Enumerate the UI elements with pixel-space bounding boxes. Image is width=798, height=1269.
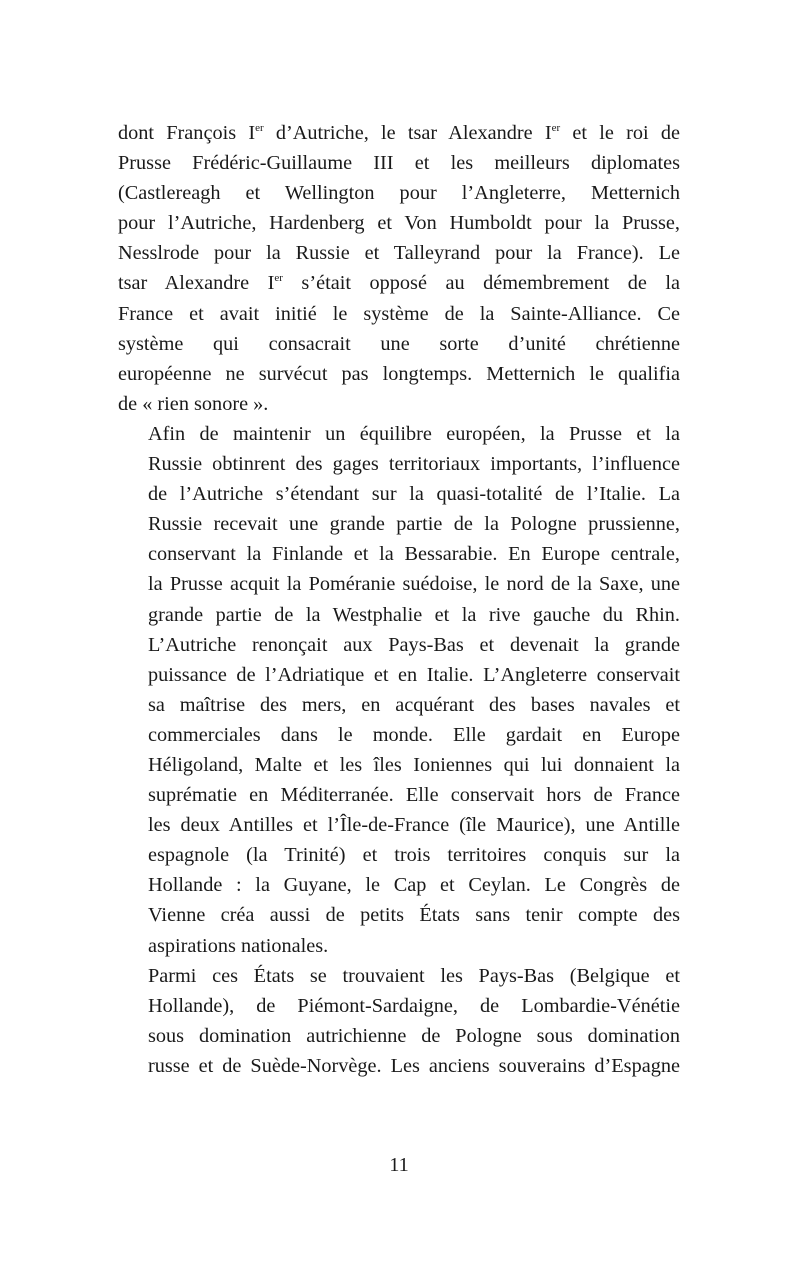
text-segment: sa maîtrise des mers, en acquérant des bases navales et	[148, 693, 680, 716]
text-line	[118, 780, 680, 810]
page-number: 11	[389, 1154, 409, 1176]
text-segment: Hollande : la Guyane, le Cap et Ceylan. Le Congrès de	[148, 874, 680, 897]
text-segment: la Prusse acquit la Poméranie suédoise, le nord de la Saxe, une	[148, 573, 680, 596]
text-segment: Russie obtinrent des gages territoriaux importants, l’influence	[148, 453, 680, 476]
text-segment: (Castlereagh et Wellington pour l’Angleterre, Metternich	[118, 182, 680, 205]
text-line	[118, 118, 680, 148]
text-line	[118, 208, 680, 238]
text-segment: pour l’Autriche, Hardenberg et Von Humboldt pour la Prusse,	[118, 212, 680, 235]
text-segment: Hollande), de Piémont-Sardaigne, de Lombardie-Vénétie	[148, 994, 680, 1017]
text-line	[118, 630, 680, 660]
text-segment: France et avait initié le système de la Sainte-Alliance. Ce	[118, 302, 680, 325]
text-segment: puissance de l’Adriatique et en Italie. L’Angleterre conservait	[148, 663, 680, 686]
text-line	[118, 238, 680, 268]
text-line	[118, 329, 680, 359]
text-segment: Russie recevait une grande partie de la Pologne prussienne,	[148, 513, 680, 536]
text-line	[118, 810, 680, 840]
page-body	[118, 118, 680, 1081]
text-segment: espagnole (la Trinité) et trois territoires conquis sur la	[148, 844, 680, 867]
text-line	[118, 870, 680, 900]
text-segment: grande partie de la Westphalie et la rive gauche du Rhin.	[148, 603, 680, 626]
text-line	[118, 660, 680, 690]
text-segment: Afin de maintenir un équilibre européen, la Prusse et la	[148, 422, 680, 445]
text-segment: s’était opposé au démembrement de la	[282, 272, 681, 295]
text-line	[118, 419, 680, 449]
text-line	[118, 178, 680, 208]
text-line	[118, 991, 680, 1021]
text-segment: Prusse Frédéric-Guillaume III et les meilleurs diplomates	[118, 152, 680, 175]
text-segment: européenne ne survécut pas longtemps. Metternich le qualifia	[118, 362, 680, 385]
text-segment: sous domination autrichienne de Pologne sous domination	[148, 1024, 680, 1047]
text-line	[118, 148, 680, 178]
text-segment: L’Autriche renonçait aux Pays-Bas et devenait la grande	[148, 633, 680, 656]
text-segment: Parmi ces États se trouvaient les Pays-Bas (Belgique et	[148, 964, 680, 987]
text-line	[118, 1051, 680, 1081]
text-segment: système qui consacrait une sorte d’unité chrétienne	[118, 332, 680, 355]
text-line	[118, 750, 680, 780]
text-line	[118, 449, 680, 479]
text-line	[118, 268, 680, 298]
text-line	[118, 299, 680, 329]
text-line	[118, 479, 680, 509]
text-segment: Nesslrode pour la Russie et Talleyrand pour la France). Le	[118, 242, 680, 265]
text-segment: suprématie en Méditerranée. Elle conservait hors de France	[148, 784, 680, 807]
text-line	[118, 690, 680, 720]
superscript: er	[551, 122, 561, 134]
text-line	[118, 539, 680, 569]
text-line	[118, 569, 680, 599]
paragraph	[118, 118, 680, 419]
text-segment: de « rien sonore ».	[118, 392, 269, 415]
text-line	[118, 1021, 680, 1051]
text-line	[118, 359, 680, 389]
paragraph	[118, 419, 680, 961]
text-segment: les deux Antilles et l’Île-de-France (île Maurice), une Antille	[148, 814, 680, 837]
superscript: er	[274, 272, 283, 285]
text-line	[118, 600, 680, 630]
text-line	[118, 840, 680, 870]
superscript: er	[255, 122, 264, 134]
text-segment: russe et de Suède-Norvège. Les anciens souverains d’Espagne	[148, 1054, 680, 1077]
text-segment: tsar Alexandre I	[118, 272, 275, 295]
text-segment: et le roi de	[560, 122, 681, 144]
text-line	[118, 931, 680, 961]
text-line	[118, 720, 680, 750]
text-segment: conservant la Finlande et la Bessarabie. En Europe centrale,	[148, 543, 680, 566]
text-segment: de l’Autriche s’étendant sur la quasi-totalité de l’Italie. La	[148, 483, 680, 506]
text-segment: dont François I	[118, 122, 256, 144]
text-line	[118, 509, 680, 539]
text-segment: commerciales dans le monde. Elle gardait en Europe	[148, 723, 680, 746]
paragraph	[118, 961, 680, 1081]
text-segment: Héligoland, Malte et les îles Ioniennes qui lui donnaient la	[148, 753, 680, 776]
text-line	[118, 900, 680, 930]
text-segment: d’Autriche, le tsar Alexandre I	[263, 122, 552, 144]
text-segment: Vienne créa aussi de petits États sans tenir compte des	[148, 904, 680, 927]
text-segment: aspirations nationales.	[148, 934, 329, 957]
text-line	[118, 389, 680, 419]
text-line	[118, 961, 680, 991]
